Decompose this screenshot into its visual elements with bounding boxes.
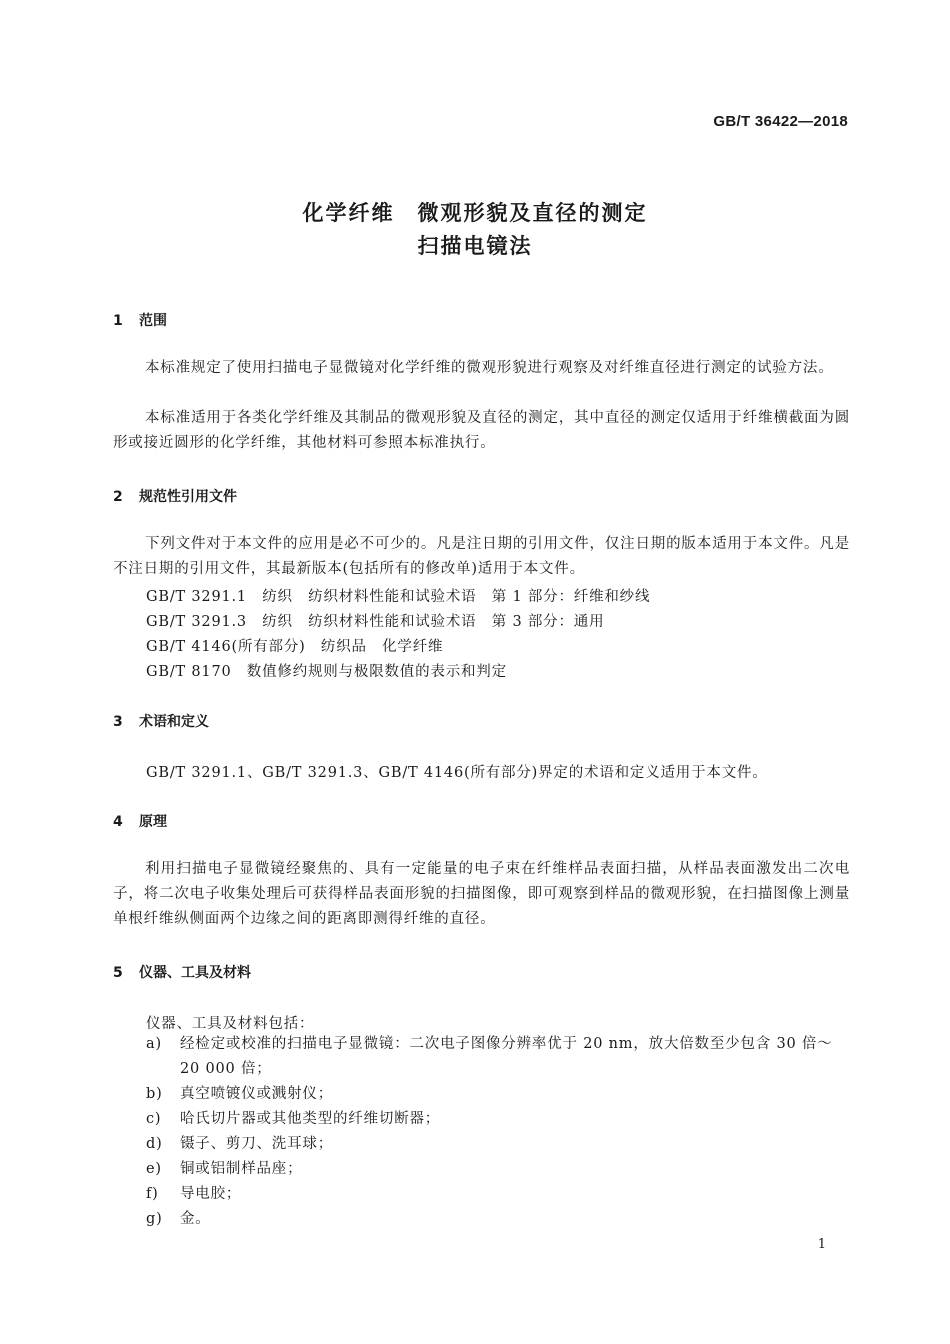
section-4-paragraph-1: 利用扫描电子显微镜经聚焦的、具有一定能量的电子束在纤维样品表面扫描，从样品表面激发出二次电子，将二次电子收集处理后可获得样品表面形貌的扫描图像，即可观察到样品的微观形貌，在扫描图像上测量单根纤维纵侧面两个边缘之间的距离即测得纤维的直径。 — [113, 861, 850, 927]
normative-reference: GB/T 3291.1 纺织 纺织材料性能和试验术语 第 1 部分：纤维和纱线 — [146, 589, 651, 605]
section-number: 3 — [113, 714, 123, 730]
section-5-intro: 仪器、工具及材料包括： — [146, 1016, 315, 1032]
page-number: 1 — [817, 1237, 826, 1252]
list-item-text: 导电胶； — [180, 1186, 242, 1202]
list-item-text: 金。 — [180, 1211, 211, 1227]
section-title: 术语和定义 — [139, 714, 209, 730]
section-1-paragraph-2: 本标准适用于各类化学纤维及其制品的微观形貌及直径的测定，其中直径的测定仅适用于纤维横截面为圆形或接近圆形的化学纤维，其他材料可参照本标准执行。 — [113, 410, 850, 451]
list-item-label: c) — [146, 1111, 162, 1127]
list-item-text: 镊子、剪刀、洗耳球； — [180, 1136, 333, 1152]
list-item-text: 经检定或校准的扫描电子显微镜：二次电子图像分辨率优于 20 nm，放大倍数至少包含 30 倍～20 000 倍； — [180, 1036, 833, 1077]
section-3-heading — [113, 711, 209, 731]
list-item-label: g) — [146, 1211, 163, 1227]
section-2-heading — [113, 486, 237, 506]
section-number: 5 — [113, 965, 123, 981]
list-item — [146, 1207, 850, 1232]
document-title-line-1: 化学纤维 微观形貌及直径的测定 — [302, 201, 648, 225]
list-item-label: b) — [146, 1086, 163, 1102]
list-item-label: e) — [146, 1161, 162, 1177]
list-item-label: d) — [146, 1136, 163, 1152]
list-item — [146, 1182, 850, 1207]
normative-reference: GB/T 3291.3 纺织 纺织材料性能和试验术语 第 3 部分：通用 — [146, 614, 605, 630]
section-1-paragraph-1: 本标准规定了使用扫描电子显微镜对化学纤维的微观形貌进行观察及对纤维直径进行测定的试验方法。 — [145, 360, 834, 376]
standard-code: GB/T 36422—2018 — [713, 113, 848, 130]
list-item-text: 真空喷镀仪或溅射仪； — [180, 1086, 333, 1102]
normative-reference: GB/T 8170 数值修约规则与极限数值的表示和判定 — [146, 664, 507, 680]
section-1-heading — [113, 310, 167, 330]
section-title: 仪器、工具及材料 — [139, 965, 251, 981]
section-3-paragraph-1: GB/T 3291.1、GB/T 3291.3、GB/T 4146(所有部分)界定的术语和定义适用于本文件。 — [146, 765, 768, 781]
list-item — [146, 1132, 850, 1157]
list-item — [146, 1157, 850, 1182]
list-item — [146, 1082, 850, 1107]
section-title: 原理 — [139, 814, 167, 830]
section-number: 4 — [113, 814, 123, 830]
section-4-heading — [113, 811, 167, 831]
list-item-text: 铜或铝制样品座； — [180, 1161, 303, 1177]
section-number: 1 — [113, 313, 123, 329]
section-5-heading — [113, 962, 251, 982]
section-title: 规范性引用文件 — [139, 489, 237, 505]
list-item-label: f) — [146, 1186, 159, 1202]
normative-reference: GB/T 4146(所有部分) 纺织品 化学纤维 — [146, 639, 444, 655]
list-item-text: 哈氏切片器或其他类型的纤维切断器； — [180, 1111, 441, 1127]
list-item — [146, 1107, 850, 1132]
list-item — [146, 1032, 850, 1082]
list-item-label: a) — [146, 1036, 162, 1052]
document-title-line-2: 扫描电镜法 — [417, 234, 533, 258]
section-2-paragraph-1: 下列文件对于本文件的应用是必不可少的。凡是注日期的引用文件，仅注日期的版本适用于本文件。凡是不注日期的引用文件，其最新版本(包括所有的修改单)适用于本文件。 — [113, 536, 850, 577]
section-title: 范围 — [139, 313, 167, 329]
section-number: 2 — [113, 489, 123, 505]
